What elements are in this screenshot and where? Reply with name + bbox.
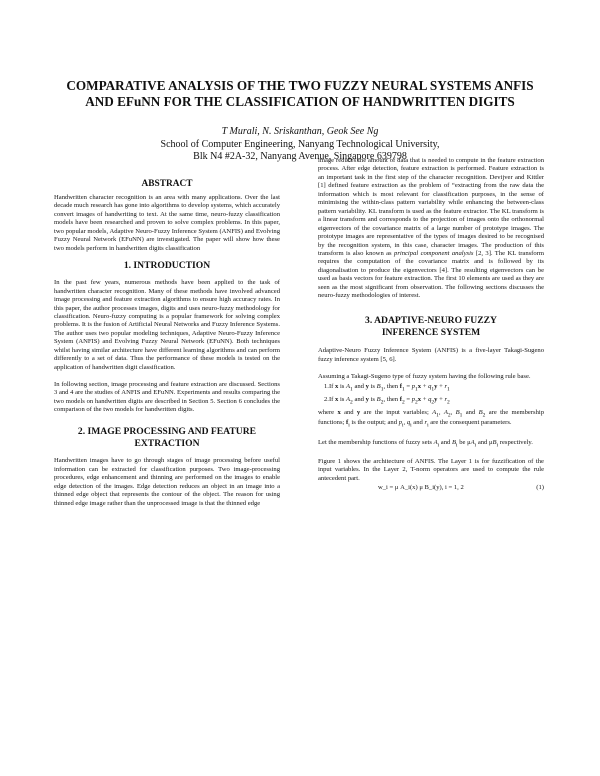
abstract-heading: ABSTRACT: [141, 179, 193, 189]
intro-paragraph-1: In the past few years, numerous methods have been applied to the task of handwritten character recognition. Many of these methods have involved advanced image processing and feature extraction algorithms to ensure high accuracy rates. In this paper, the author processes images, digits and uses neuro-fuzzy methodology for classification. Neuro-fuzzy computing is a popular framework for solving complex problems. It is the fusion of Artificial Neural Networks and Fuzzy Inference Systems. The author uses two popular modeling techniques, Adaptive Neuro-Fuzzy Inference System (ANFIS) and Evolving Fuzzy Neural Network (EFuNN). Both techniques whilst having similar architecture have different learning algorithms and can perform differently to a set of data. Thus the performance of these models is tested on the application of handwritten digit classification.: [54, 279, 280, 371]
section-2-heading: 2. IMAGE PROCESSING AND FEATURE EXTRACTION: [77, 426, 257, 450]
right-column: [318, 157, 544, 493]
intro-paragraph-2: In following section, image processing and feature extraction are discussed. Sections 3 and 4 are the studies of ANFIS and EFuNN. Experiments and results comparing the two models on handwritten digits are described in Section 5. Section 6 concludes the comparison of the two models for handwritten digits.: [54, 380, 280, 414]
section-3-heading-line-1: 3. ADAPTIVE-NEURO FUZZY: [365, 314, 497, 326]
section-2-paragraph-2-b: [2, 3]. The KL transform requires the computation of the covariance matrix and is followed by its diagonalisation to produce the eigenvectors [4]. The resulting eigenvectors can be used as basis vectors for feature extraction. The first 10 elements are used as they are seen as the most significant from observation. The following sections discusses the neuro-fuzzy methodologies of interest.: [318, 249, 544, 300]
section-2-paragraph-2: [318, 157, 544, 301]
section-3-paragraph-3: Let the membership functions of fuzzy sets $A_i$ and $B_i$ be $\mu A_i$ and $\mu B_i$ respectively.: [318, 438, 533, 448]
affiliation-line-2: Blk N4 #2A-32, Nanyang Avenue, Singapore 639798: [193, 151, 407, 162]
section-3-paragraph-1: Adaptive-Neuro Fuzzy Inference System (ANFIS) is a five-layer Takagi-Sugeno fuzzy inference system [5, 6].: [318, 347, 544, 363]
rule-1: 1.If x is $A_1$ and y is $B_1$, then $f_1 = p_1x + q_1y + r_1$: [324, 383, 450, 393]
left-column: [54, 178, 280, 508]
affiliation-line-1: School of Computer Engineering, Nanyang Technological University,: [160, 138, 440, 150]
equation-1-number: (1): [536, 484, 544, 492]
rule-2: 2.If x is $A_2$ and y is $B_2$, then $f_2 = p_2x + q_2y + r_2$: [324, 395, 450, 406]
section-3-paragraph-2: Assuming a Takagi-Sugeno type of fuzzy system having the following rule base.: [318, 372, 531, 380]
section-1-heading: 1. INTRODUCTION: [123, 260, 211, 272]
section-3-heading: [318, 315, 544, 339]
paper-title: COMPARATIVE ANALYSIS OF THE TWO FUZZY NEURAL SYSTEMS ANFIS AND EFuNN FOR THE CLASSIFICATION OF HANDWRITTEN DIGITS: [66, 78, 534, 109]
equation-1-body: w_i = μ A_i(x) μ B_i(y), i = 1, 2: [378, 484, 464, 492]
author-names: T Murali, N. Sriskanthan, Geok See Ng: [221, 126, 379, 137]
rule-definitions: where x and y are the input variables; $A_1$, $A_2$, $B_1$ and $B_2$ are the membership functions; $f_i$ is the output; and $p_i$, $q_i$ and $r_i$ are the consequent parameters.: [318, 408, 545, 429]
section-2-paragraph-2-a: image reduces the amount of data that is needed to compute in the feature extraction process. After edge detection, feature extraction is performed. Feature extraction is an important task in the first step of the character recognition. Devijver and Kittler [1] defined feature extraction as the problem of “extracting from the raw data the information which is most relevant for classification purposes, in the sense of minimising the within-class pattern variability while enhancing the between-class pattern variability. KL transform is used as the feature extractor. The KL transform is a linear transform and corresponds to the projection of images onto the orthonormal eigenvectors of the covariance matrix of a large number of prototype images. The prototype images are representative of the types of images desired to be recognised by the recognition system, in this case, character images. The production of this transform is also known as: [318, 157, 544, 257]
equation-1: [318, 484, 544, 492]
section-3-heading-line-2: INFERENCE SYSTEM: [381, 326, 481, 338]
abstract-text: Handwritten character recognition is an area with many applications. Over the last decade much research has gone into algorithms to develop systems, which accurately convert images of handwriting to text. At the same time, neuro-fuzzy classification models have been researched and proven to solve complex problems. In this paper, two popular models, Adaptive Neuro-Fuzzy Inference System (ANFIS) and Evolving Fuzzy Neural Network (EFuNN) are investigated. The paper will show how these two models perform in handwritten digits classification: [54, 194, 280, 252]
pca-term: principal component analysis: [394, 249, 474, 257]
section-2-paragraph-1: Handwritten images have to go through stages of image processing before useful information can be extracted for classification purposes. Two image-processing procedures, edge enhancement and thinning are performed on the images to enable edge detection of the images. Edge detection reduces an object in an image into a thinned edge object that represents the contour of the object. The reason for using thinned edge image rather than the unprocessed image is that the thinned edge: [54, 457, 280, 507]
section-3-paragraph-4: Figure 1 shows the architecture of ANFIS. The Layer 1 is for fuzzification of the input variables. In the Layer 2, T-norm operators are used to compute the rule antecedent part.: [318, 457, 544, 482]
